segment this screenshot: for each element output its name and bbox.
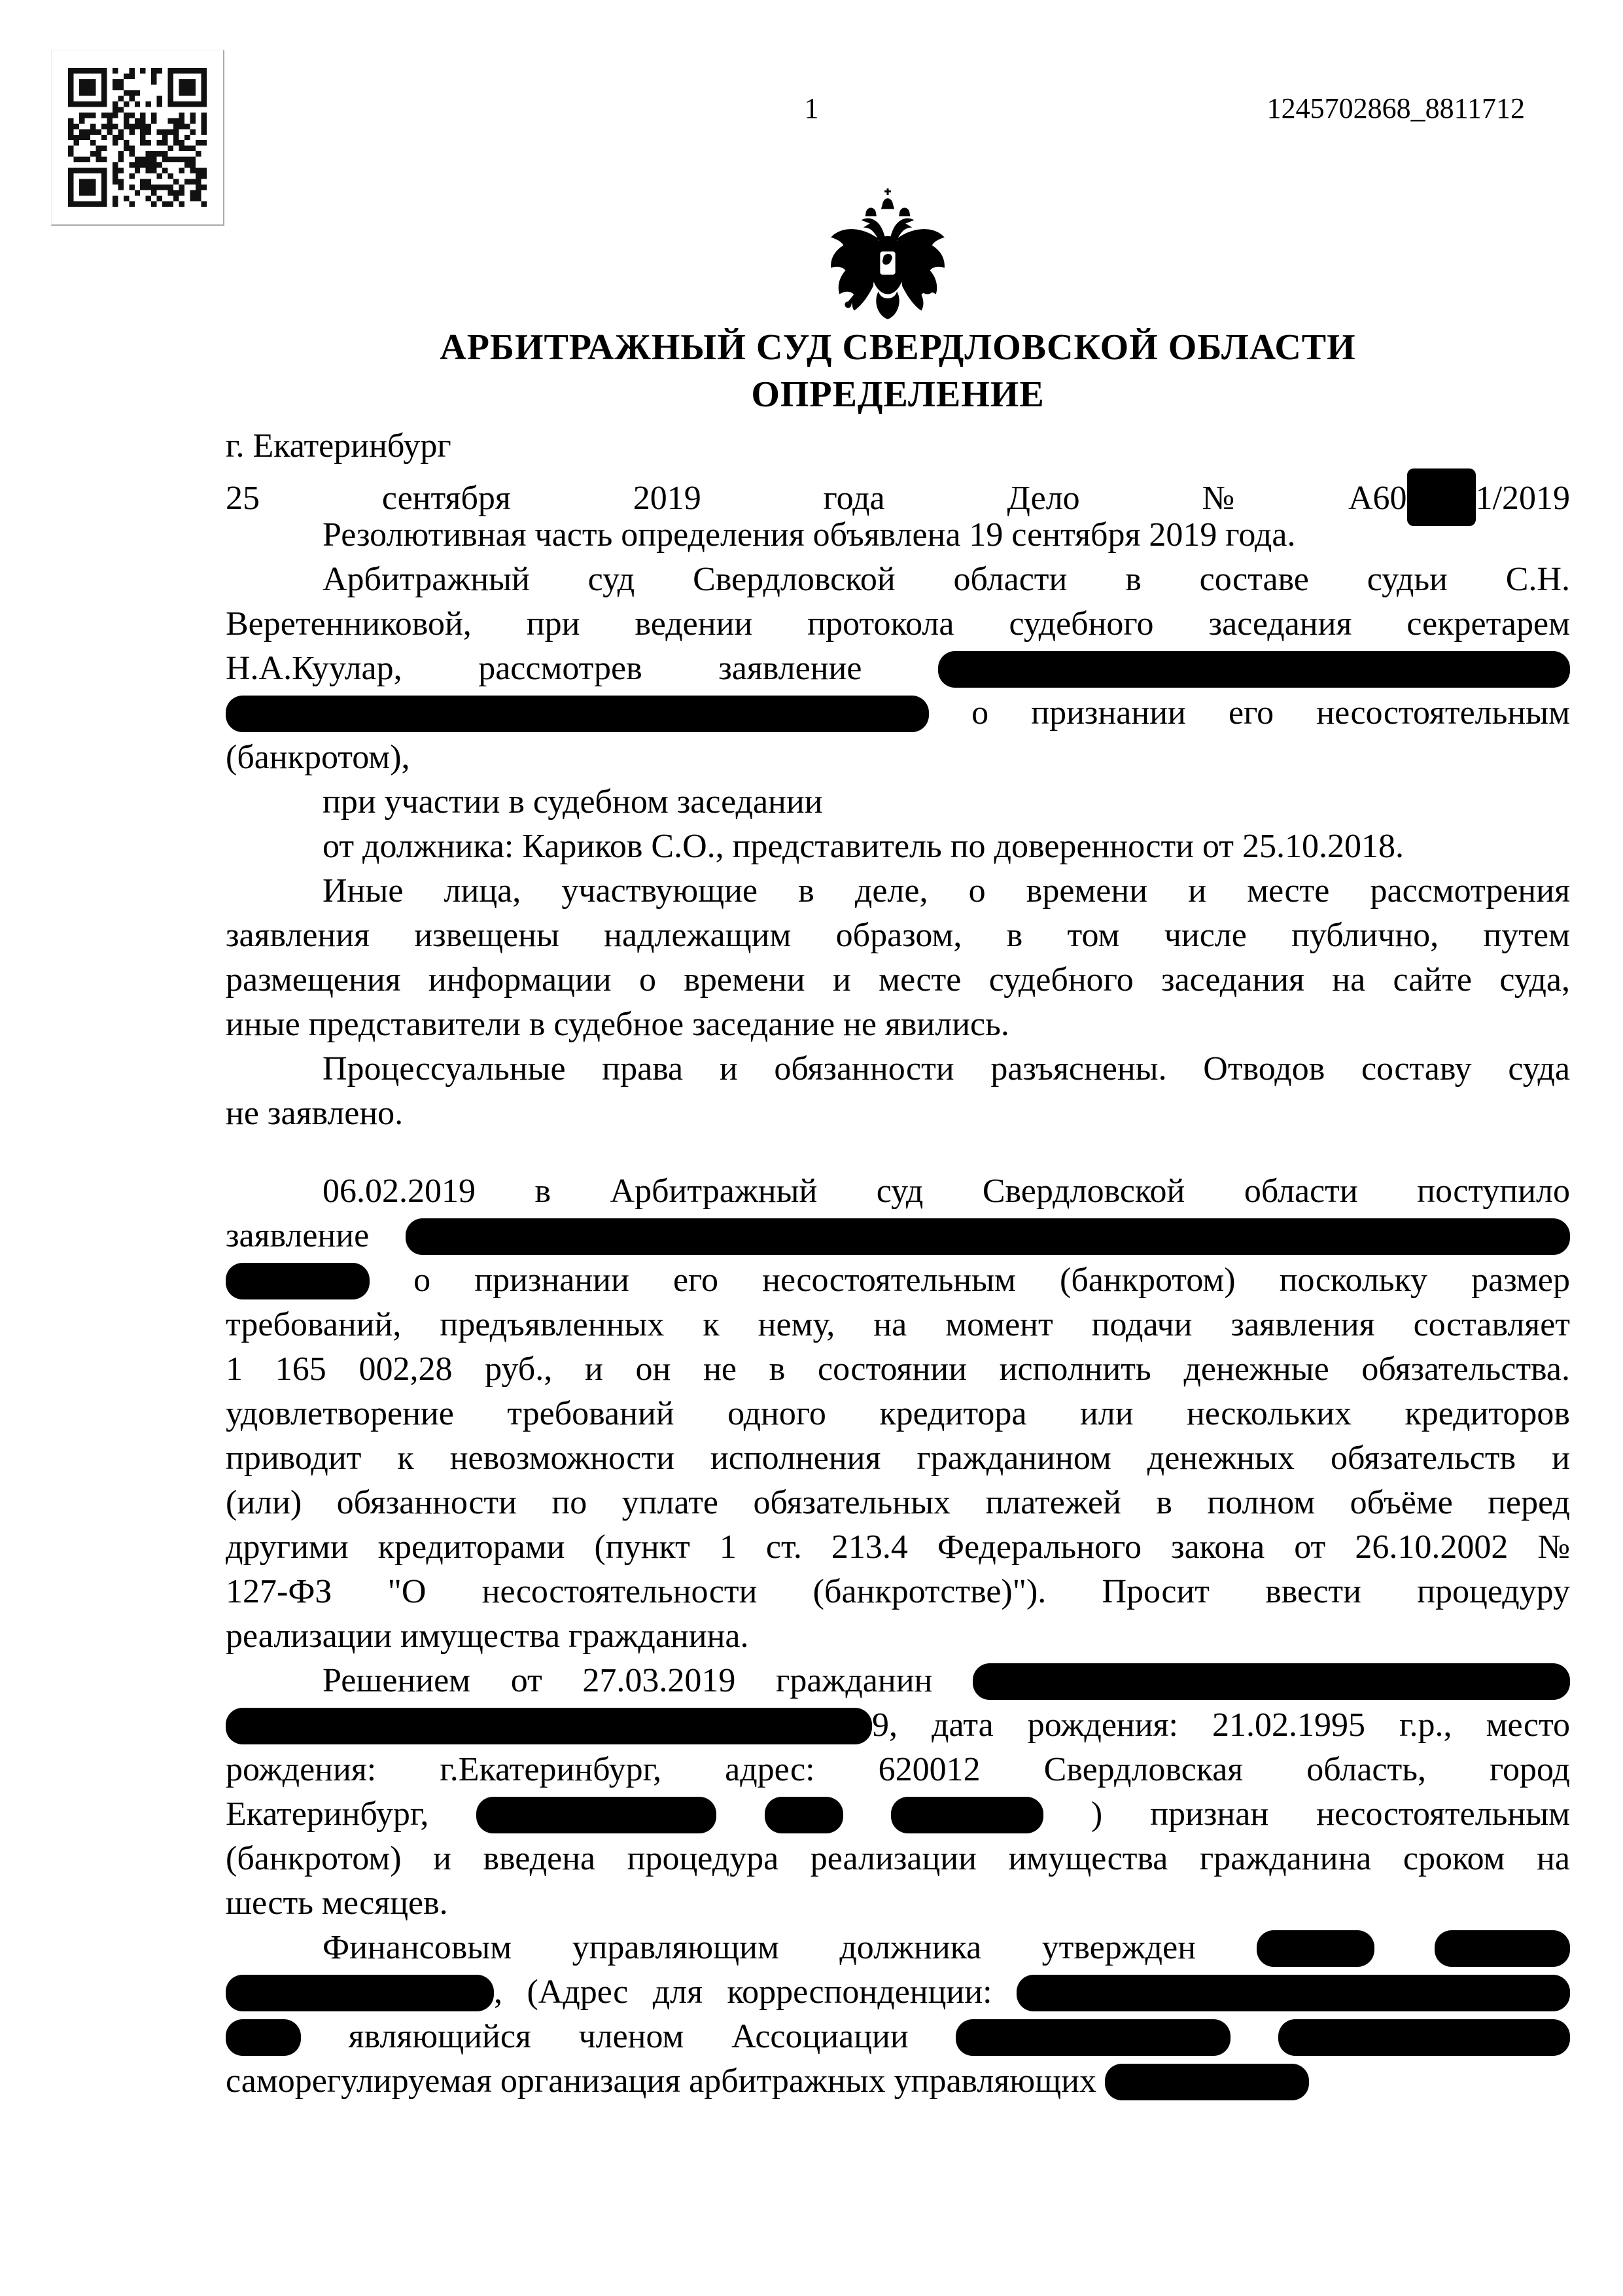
text-run: реализации имущества гражданина.	[226, 1617, 749, 1655]
text-run: при участии в судебном заседании	[323, 783, 823, 821]
text-line	[226, 1347, 1570, 1392]
text-line	[226, 1481, 1570, 1525]
text-run: г. Екатеринбург	[226, 427, 451, 465]
redaction-bar	[891, 1797, 1043, 1833]
text-run: заявления извещены надлежащим образом, в том числе публично, путем	[226, 917, 1570, 954]
redaction-bar	[765, 1797, 843, 1833]
text-run: 1 165 002,28 руб., и он не в состоянии исполнить денежные обязательства.	[226, 1351, 1570, 1388]
text-run: Финансовым управляющим должника утвержден	[323, 1929, 1196, 1966]
redaction-bar	[406, 1218, 1570, 1255]
redaction-bar	[226, 1708, 872, 1744]
text-line	[226, 913, 1570, 958]
redaction-bar	[973, 1663, 1570, 1700]
text-line	[226, 602, 1570, 646]
text-line	[226, 1214, 1570, 1258]
text-line	[226, 735, 1570, 780]
text-run: Веретенниковой, при ведении протокола судебного заседания секретарем	[226, 605, 1570, 643]
text-run: не заявлено.	[226, 1095, 404, 1132]
paragraph-gap	[226, 1136, 1570, 1169]
text-line	[226, 1002, 1570, 1047]
text-run: 25 сентября 2019 года	[226, 480, 885, 517]
redaction-bar	[226, 1263, 370, 1299]
qr-code-icon	[68, 66, 207, 209]
text-line	[226, 1748, 1570, 1792]
text-line	[226, 1659, 1570, 1703]
text-line	[226, 424, 1570, 468]
court-name: АРБИТРАЖНЫЙ СУД СВЕРДЛОВСКОЙ ОБЛАСТИ	[440, 327, 1356, 368]
text-line	[226, 468, 1571, 517]
text-line	[226, 557, 1570, 602]
text-line	[226, 824, 1570, 869]
text-line	[226, 1303, 1570, 1347]
redaction-bar	[1257, 1930, 1374, 1967]
text-run: от должника: Кариков С.О., представитель по доверенности от 25.10.2018.	[323, 828, 1405, 865]
redaction-bar	[956, 2019, 1230, 2056]
text-line	[226, 1837, 1570, 1881]
text-run: рождения: г.Екатеринбург, адрес: 620012 Свердловская область, город	[226, 1751, 1570, 1788]
text-run: рассмотрев заявление	[478, 650, 862, 687]
text-line	[226, 1570, 1570, 1614]
redaction-bar	[1017, 1975, 1570, 2011]
text-line	[226, 1881, 1570, 1926]
text-line	[226, 1970, 1570, 2015]
text-line	[226, 1169, 1570, 1214]
text-run: Резолютивная часть определения объявлена 19 сентября 2019 года.	[323, 516, 1296, 554]
text-run: размещения информации о времени и месте судебного заседания на сайте суда,	[226, 961, 1570, 998]
document-type-title: ОПРЕДЕЛЕНИЕ	[751, 374, 1045, 415]
text-line	[226, 1926, 1570, 1970]
redaction-bar	[1278, 2019, 1570, 2056]
redaction-bar	[1407, 468, 1476, 526]
text-run: Екатеринбург,	[226, 1795, 429, 1833]
page-number: 1	[804, 92, 819, 124]
text-run: Решением от 27.03.2019 гражданин	[323, 1662, 933, 1699]
text-line	[226, 691, 1570, 735]
text-run: являющийся членом Ассоциации	[348, 2018, 909, 2055]
redaction-bar	[226, 1975, 494, 2011]
text-run: 127-ФЗ "О несостоятельности (банкротстве)"). Просит ввести процедуру	[226, 1573, 1570, 1610]
redaction-bar	[1435, 1930, 1570, 1967]
text-run: Иные лица, участвующие в деле, о времени и месте рассмотрения	[323, 872, 1570, 910]
document-id: 1245702868_8811712	[1266, 92, 1525, 124]
text-line	[226, 869, 1570, 913]
redaction-bar	[476, 1797, 716, 1833]
redaction-bar	[1105, 2064, 1309, 2100]
text-line	[226, 1091, 1570, 1136]
text-run: (банкротом) и введена процедура реализации имущества гражданина сроком на	[226, 1840, 1570, 1877]
redaction-bar	[226, 2019, 301, 2056]
text-line	[226, 2059, 1570, 2104]
text-run: о признании его несостоятельным	[971, 694, 1571, 732]
text-run: Дело №А60	[1007, 480, 1407, 517]
text-line	[226, 2015, 1570, 2059]
text-line	[226, 1792, 1570, 1837]
redaction-bar	[226, 696, 929, 732]
text-line	[226, 1392, 1570, 1436]
text-run: о признании его несостоятельным (банкротом) поскольку размер	[413, 1262, 1571, 1299]
text-run: саморегулируемая организация арбитражных управляющих	[226, 2062, 1096, 2100]
text-line	[226, 1047, 1570, 1091]
text-line	[226, 1436, 1570, 1481]
text-run: иные представители в судебное заседание не явились.	[226, 1006, 1009, 1043]
document-body	[226, 424, 1570, 2104]
text-line	[226, 958, 1570, 1002]
text-line	[226, 646, 1570, 691]
text-run: (банкротом),	[226, 739, 410, 776]
text-line	[226, 780, 1570, 824]
text-line	[226, 1703, 1570, 1748]
text-line	[226, 1614, 1570, 1659]
text-run: шесть месяцев.	[226, 1884, 448, 1922]
text-run: заявление	[226, 1217, 370, 1254]
qr-code-card	[51, 50, 224, 226]
text-run: , (Адрес для корреспонденции:	[494, 1973, 992, 2011]
coat-of-arms-icon	[821, 187, 954, 326]
text-run: Н.А.Куулар,	[226, 650, 402, 687]
text-run: требований, предъявленных к нему, на момент подачи заявления составляет	[226, 1306, 1570, 1343]
text-run: другими кредиторами (пункт 1 ст. 213.4 Федерального закона от 26.10.2002 №	[226, 1528, 1570, 1566]
text-run: (или) обязанности по уплате обязательных платежей в полном объёме перед	[226, 1484, 1570, 1521]
text-run: 9, дата рождения: 21.02.1995 г.р., место	[872, 1706, 1570, 1744]
text-run: удовлетворение требований одного кредитора или нескольких кредиторов	[226, 1395, 1570, 1432]
text-run: приводит к невозможности исполнения гражданином денежных обязательств и	[226, 1439, 1570, 1477]
text-run: Арбитражный суд Свердловской области в составе судьи С.Н.	[323, 561, 1570, 598]
text-line	[226, 1258, 1570, 1303]
text-run: 06.02.2019 в Арбитражный суд Свердловской области поступило	[323, 1173, 1570, 1210]
text-line	[226, 1525, 1570, 1570]
text-run: 1/2019	[1475, 480, 1571, 517]
text-run: ) признан несостоятельным	[1091, 1795, 1571, 1833]
text-line	[226, 513, 1570, 557]
redaction-bar	[938, 651, 1570, 688]
text-run: Процессуальные права и обязанности разъяснены. Отводов составу суда	[323, 1050, 1570, 1087]
